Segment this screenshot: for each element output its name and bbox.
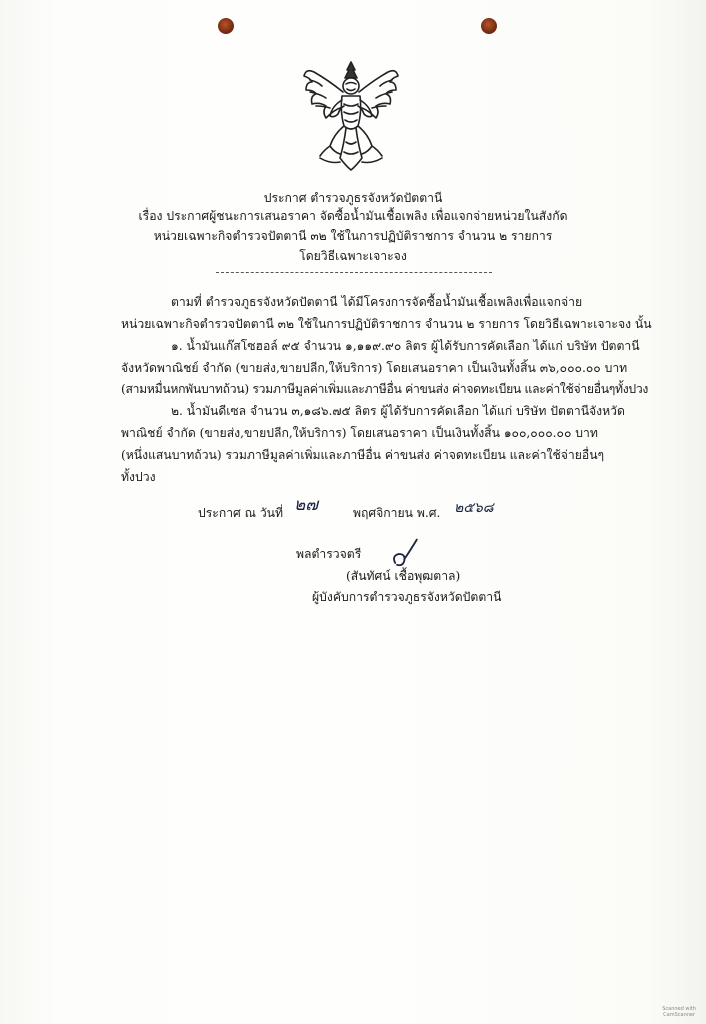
watermark-line-2: CamScanner: [663, 1012, 696, 1018]
item-1-line-3: (สามหมื่นหกพันบาทถ้วน) รวมภาษีมูลค่าเพิ่มและภาษีอื่น ค่าขนส่ง ค่าจดทะเบียน และค่าใช้จ่ายอื่นๆทั้งปวง: [121, 382, 649, 396]
item-2-line-1: ๒. น้ำมันดีเซล จำนวน ๓,๑๘๖.๗๕ ลิตร ผู้ได้รับการคัดเลือก ได้แก่ บริษัท ปัตตานีจังหวัด: [171, 404, 625, 418]
paragraph-intro-line-2: หน่วยเฉพาะกิจตำรวจปัตตานี ๓๒ ใช้ในการปฏิบัติราชการ จำนวน ๒ รายการ โดยวิธีเฉพาะเจาะจง นั้น: [121, 317, 652, 331]
subject-line-3: โดยวิธีเฉพาะเจาะจง: [299, 249, 407, 263]
garuda-emblem: [300, 60, 402, 172]
punch-hole-left: [218, 18, 234, 34]
signer-rank: พลตำรวจตรี: [296, 547, 362, 561]
item-2-line-2: พาณิชย์ จำกัด (ขายส่ง,ขายปลีก,ให้บริการ) โดยเสนอราคา เป็นเงินทั้งสิ้น ๑๐๐,๐๐๐.๐๐ บาท: [121, 426, 598, 440]
subject-line-1: เรื่อง ประกาศผู้ชนะการเสนอราคา จัดซื้อน้ำมันเชื้อเพลิง เพื่อแจกจ่ายหน่วยในสังกัด: [138, 209, 568, 223]
item-1-line-1: ๑. น้ำมันแก๊สโซฮอล์ ๙๕ จำนวน ๑,๑๑๙.๙๐ ลิตร ผู้ได้รับการคัดเลือก ได้แก่ บริษัท ปัตตานี: [171, 339, 640, 353]
org-title: ประกาศ ตำรวจภูธรจังหวัดปัตตานี: [263, 191, 443, 205]
camscanner-watermark: [662, 1006, 696, 1018]
watermark-line-1: Scanned with: [662, 1006, 696, 1012]
signer-position: ผู้บังคับการตำรวจภูธรจังหวัดปัตตานี: [312, 590, 502, 604]
signer-name: (สันทัศน์ เชื้อพุฒตาล): [346, 569, 461, 583]
handwritten-signature: [388, 536, 424, 572]
item-2-line-4: ทั้งปวง: [121, 470, 156, 484]
paragraph-intro-line-1: ตามที่ ตำรวจภูธรจังหวัดปัตตานี ได้มีโครงการจัดซื้อน้ำมันเชื้อเพลิงเพื่อแจกจ่าย: [171, 295, 583, 309]
date-month-year-prefix: พฤศจิกายน พ.ศ.: [353, 506, 441, 520]
item-2-line-3: (หนึ่งแสนบาทถ้วน) รวมภาษีมูลค่าเพิ่มและภาษีอื่น ค่าขนส่ง ค่าจดทะเบียน และค่าใช้จ่ายอื่นๆ: [121, 448, 605, 462]
date-year-handwritten: ๒๕๖๘: [454, 500, 494, 516]
date-day-handwritten: ๒๗: [294, 495, 318, 515]
header-divider: [216, 272, 492, 273]
punch-hole-right: [481, 18, 497, 34]
date-prefix: ประกาศ ณ วันที่: [198, 506, 284, 520]
item-1-line-2: จังหวัดพาณิชย์ จำกัด (ขายส่ง,ขายปลีก,ให้บริการ) โดยเสนอราคา เป็นเงินทั้งสิ้น ๓๖,๐๐๐.๐๐ บาท: [121, 361, 628, 375]
subject-line-2: หน่วยเฉพาะกิจตำรวจปัตตานี ๓๒ ใช้ในการปฏิบัติราชการ จำนวน ๒ รายการ: [153, 229, 553, 243]
